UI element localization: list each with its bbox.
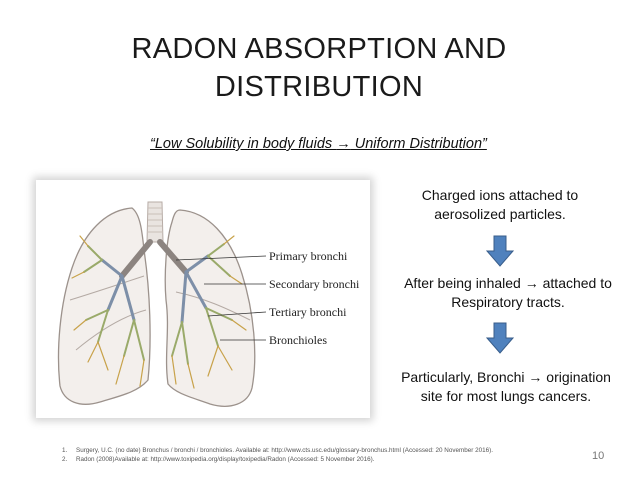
step-3-line-1-end: origination <box>542 369 611 385</box>
down-arrow-icon <box>486 235 514 267</box>
footnote-text: Surgery, U.C. (no date) Bronchus / bronchi / bronchioles. Available at: http://www.cts.usc.edu/glossary-bronchus.html (Accessed: 20 November 2016). <box>76 447 493 454</box>
step-1-line-1: Charged ions attached to <box>421 187 579 203</box>
step-3 <box>386 368 626 406</box>
step-3-line-1-start: Particularly, Bronchi <box>401 369 529 385</box>
right-arrow-icon: → <box>336 136 351 152</box>
label-bronchioles: Bronchioles <box>269 333 327 347</box>
step-3-line-1 <box>386 368 626 387</box>
footnote-number: 2. <box>62 456 68 463</box>
label-secondary-bronchi: Secondary bronchi <box>269 277 360 291</box>
footnote-text: Radon (2008)Available at: http://www.toxipedia.org/display/toxipedia/Radon (Accessed: 5 November 2016). <box>76 456 375 463</box>
slide-subtitle <box>150 136 487 152</box>
step-2-line-2: Respiratory tracts. <box>451 294 565 310</box>
label-primary-bronchi: Primary bronchi <box>269 249 348 263</box>
step-1 <box>390 186 610 224</box>
footnote-number: 1. <box>62 447 68 454</box>
step-1-line-2: aerosolized particles. <box>434 206 566 222</box>
page-number: 10 <box>592 450 605 462</box>
lungs-drawing <box>36 180 370 418</box>
step-2-line-1 <box>390 274 626 293</box>
label-tertiary-bronchi: Tertiary bronchi <box>269 305 347 319</box>
step-2-line-1-start: After being inhaled <box>404 275 525 291</box>
step-2 <box>390 274 626 312</box>
down-arrow-icon <box>486 322 514 354</box>
footnote-2 <box>62 455 493 464</box>
step-2-line-1-end: attached to <box>538 275 612 291</box>
footnote-1 <box>62 446 493 455</box>
subtitle-end: Uniform Distribution” <box>350 136 487 152</box>
title-line-1: RADON ABSORPTION AND <box>131 33 507 65</box>
right-arrow-icon: → <box>524 275 539 291</box>
lungs-illustration <box>36 180 370 418</box>
subtitle-start: “Low Solubility in body fluids <box>150 136 337 152</box>
footnotes <box>62 446 493 464</box>
step-3-line-2: site for most lungs cancers. <box>420 388 592 404</box>
right-arrow-icon: → <box>528 369 543 385</box>
title-line-2: DISTRIBUTION <box>214 71 424 103</box>
slide-title <box>0 30 638 106</box>
